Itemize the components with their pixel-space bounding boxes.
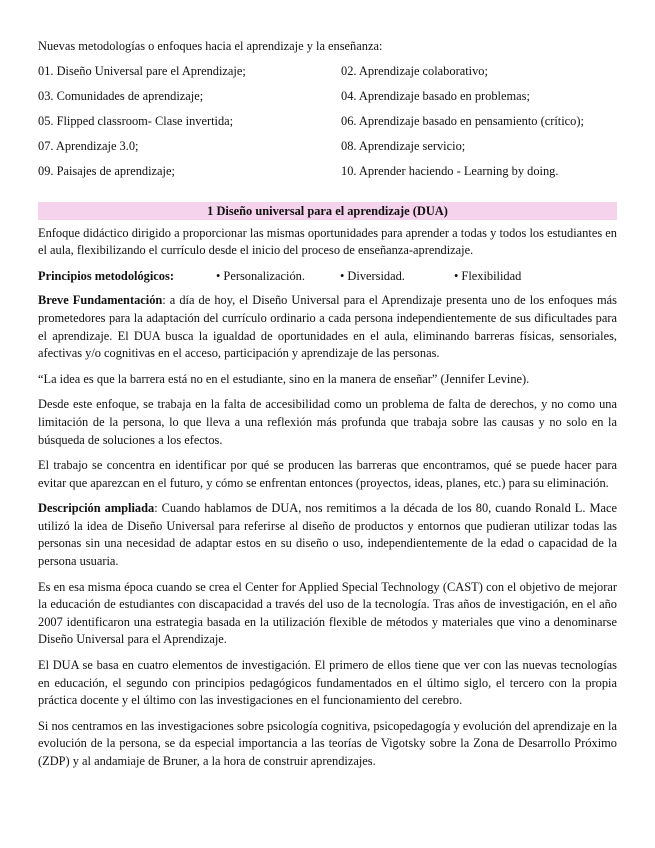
principles-row: [38, 268, 617, 286]
methodology-item: 06. Aprendizaje basado en pensamiento (crítico);: [341, 113, 584, 128]
vigotsky-paragraph: Si nos centramos en las investigaciones sobre psicología cognitiva, psicopedagogía y evolución del aprendizaje en la evolución de la persona, se da especial importancia a las teorías de Vigotsky sobre la Zona de Desarrollo Próximo (ZDP) y al andamiaje de Bruner, a la hora de construir aprendizajes.: [38, 718, 617, 768]
document-page: [38, 38, 617, 779]
methodology-item: 04. Aprendizaje basado en problemas;: [341, 88, 530, 103]
methodologies-intro: Nuevas metodologías o enfoques hacia el aprendizaje y la enseñanza:: [38, 39, 383, 53]
brief-label: Breve Fundamentación: [38, 293, 163, 308]
quote-paragraph: “La idea es que la barrera está no en el estudiante, sino en la manera de enseñar” (Jennifer Levine).: [38, 371, 530, 386]
methodology-item: 08. Aprendizaje servicio;: [341, 138, 466, 153]
brief-text: : a día de hoy, el Diseño Universal para el Aprendizaje presenta uno de los enfoques más prometedores para la adaptación del currículo ordinario a cada persona independientemente de sus dificultades para el aprendizaje. El DUA busca la igualdad de oportunidades en el aula, eliminando barreras físicas, sensoriales, afectivas y/o cognitivas en el acceso, participación y aprendizaje de las personas.: [38, 293, 617, 361]
methodology-item: 03. Comunidades de aprendizaje;: [38, 88, 204, 103]
methodology-item: 01. Diseño Universal pare el Aprendizaje;: [38, 63, 246, 78]
methodology-item: 09. Paisajes de aprendizaje;: [38, 163, 175, 178]
methodology-item: 05. Flipped classroom- Clase invertida;: [38, 113, 234, 128]
barreras-paragraph: El trabajo se concentra en identificar por qué se producen las barreras que encontramos, qué se puede hacer para evitar que aparezcan en el futuro, y cómo se enfrentan entonces (proyectos, ideas, planes, etc.) para su eliminación.: [38, 458, 617, 490]
accesibilidad-paragraph: Desde este enfoque, se trabaja en la falta de accesibilidad como un problema de falta de derechos, y no como una limitación de la persona, lo que lleva a una reflexión más profunda que trabaja sobre las causas y no solo en la búsqueda de soluciones a los efectos.: [38, 397, 617, 447]
elementos-paragraph: El DUA se basa en cuatro elementos de investigación. El primero de ellos tiene que ver con las nuevas tecnologías en educación, el segundo con principios pedagógicos fundamentados en el último siglo, el tercero con la propia práctica docente y el último con las investigaciones en el funcionamiento del cerebro.: [38, 658, 617, 708]
methodologies-list: [38, 63, 617, 181]
extended-label: Descripción ampliada: [38, 501, 155, 516]
principles-label: Principios metodológicos:: [38, 268, 174, 283]
section-title: 1 Diseño universal para el aprendizaje (DUA): [38, 202, 617, 220]
brief-paragraph: [38, 292, 617, 362]
principle-item: • Flexibilidad: [454, 268, 522, 283]
principle-item: • Diversidad.: [340, 268, 405, 283]
section-intro: Enfoque didáctico dirigido a proporcionar las mismas oportunidades para aprender a todas y todos los estudiantes en el aula, flexibilizando el currículo desde el inicio del proceso de enseñanza-aprendizaje.: [38, 225, 617, 258]
methodology-item: 02. Aprendizaje colaborativo;: [341, 63, 488, 78]
extended-paragraph: [38, 500, 617, 570]
extended-text: : Cuando hablamos de DUA, nos remitimos a la década de los 80, cuando Ronald L. Mace utilizó la idea de Diseño Universal para referirse al diseño de productos y entornos que pudieran utilizar todas las personas sin una necesidad de adaptar estos en su diseño o uso, independientemente de la edad o capacidad de la persona usuaria.: [38, 501, 617, 569]
methodology-item: 10. Aprender haciendo - Learning by doing.: [341, 163, 559, 178]
principle-item: • Personalización.: [216, 268, 305, 283]
cast-paragraph: Es en esa misma época cuando se crea el Center for Applied Special Technology (CAST) con el objetivo de mejorar la educación de estudiantes con discapacidad a través del uso de la tecnología. Tras años de investigación, en el año 2007 identificaron una estrategia basada en la utilización flexible de métodos y materiales que vino a denominarse Diseño Universal para el Aprendizaje.: [38, 579, 617, 647]
methodology-item: 07. Aprendizaje 3.0;: [38, 138, 139, 153]
